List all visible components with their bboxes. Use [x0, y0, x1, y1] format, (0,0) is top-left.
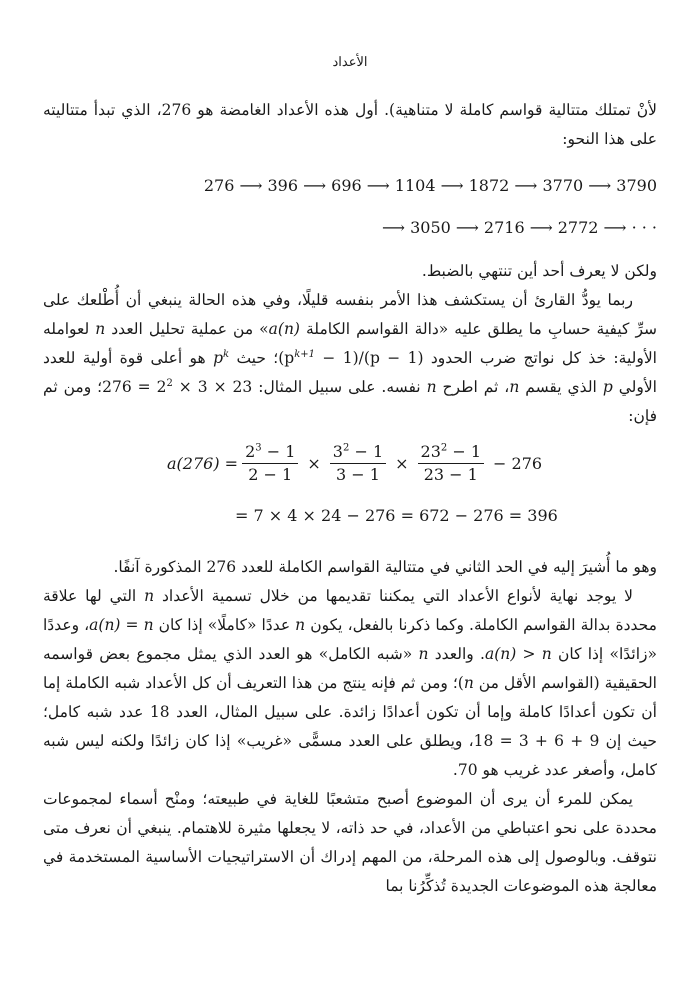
sequence-term: 2716 — [483, 218, 525, 237]
sequence-term: 2772 — [557, 218, 599, 237]
math-perfect-condition: a(n) = n — [89, 616, 154, 634]
num-exponent: 3 — [255, 442, 262, 454]
sequence-term: 696 — [331, 176, 362, 195]
display-equation — [43, 435, 657, 553]
math-n: n — [509, 378, 520, 396]
text-run: التي لها علاقة محددة بدالة القواسم الكاملة. وكما ذكرنا بالفعل، يكون — [43, 587, 657, 634]
math-abundant-condition: a(n) > n — [484, 645, 552, 663]
paragraph-second-term: وهو ما أُشيرَ إليه في الحد الثاني في متتالية القواسم الكاملة للعدد 276 المذكورة آنفًا. — [113, 558, 657, 576]
text-run: ؛ حيث — [229, 349, 279, 367]
math-n: n — [418, 645, 429, 663]
times-sign: × — [307, 454, 321, 473]
sequence-arrow: ⟶ — [598, 218, 632, 237]
math-example-part: 276 = 2 — [102, 378, 167, 396]
sequence-term: 1104 — [394, 176, 436, 195]
num-base: 2 — [245, 442, 256, 461]
times-sign: × — [395, 454, 409, 473]
fraction-3 — [418, 441, 485, 486]
paragraph-unknown-end: ولكن لا يعرف أحد أين تنتهي بالضبط. — [421, 262, 657, 280]
num-rest: − 1 — [447, 442, 482, 461]
sequence-arrow: ⟶ — [234, 176, 268, 195]
math-term-formula — [278, 349, 423, 367]
math-n: n — [295, 616, 306, 634]
sequence-term: 3790 — [616, 176, 657, 195]
num-base: 23 — [420, 442, 441, 461]
aliquot-sequence-line-1 — [123, 171, 657, 201]
math-example-exponent: 2 — [166, 377, 173, 389]
num-exponent: 2 — [342, 442, 350, 454]
sequence-arrow: ⟶ — [382, 218, 411, 237]
math-term-part: − 1)/(p − 1) — [315, 349, 424, 367]
fraction-2-numerator — [330, 441, 386, 464]
math-term-part: (p — [278, 349, 295, 367]
sequence-term: · · · — [631, 218, 657, 237]
fraction-1 — [242, 441, 298, 486]
math-a-of-n: a(n) — [268, 320, 300, 338]
text-run: هو أعلى قوة أولية للعدد الأولي — [43, 349, 657, 396]
fraction-1-numerator — [242, 441, 298, 464]
sequence-term: 396 — [267, 176, 299, 195]
fraction-1-denominator: 2 − 1 — [248, 465, 293, 484]
math-example-factorization — [102, 378, 252, 396]
sequence-arrow: ⟶ — [435, 176, 469, 195]
text-run: ؛ ومن ثم فإن: — [43, 378, 657, 425]
sequence-arrow: ⟶ — [361, 176, 395, 195]
equation-tail: − 276 — [493, 454, 543, 473]
sequence-term: 3770 — [542, 176, 584, 195]
math-p: p — [602, 378, 613, 396]
equation-row-1 — [167, 441, 547, 486]
running-title: الأعداد — [332, 55, 368, 70]
num-rest: − 1 — [261, 442, 296, 461]
math-n: n — [426, 378, 437, 396]
sequence-arrow: ⟶ — [450, 218, 484, 237]
fraction-3-denominator: 23 − 1 — [423, 465, 478, 484]
text-run: ، وعددًا «زائدًا» إذا كان — [43, 616, 657, 663]
math-k: k — [223, 348, 230, 360]
text-run: ربما يودُّ القارئ أن يستكشف هذا الأمر بنفسه قليلًا، وفي هذه الحالة ينبغي أن أُطْلعك على سرِّ كيفية حسابِ ما يطلق عليه «دالة القواسم الكاملة — [43, 291, 657, 338]
fraction-2-denominator: 3 − 1 — [335, 465, 380, 484]
math-example-part: × 3 × 23 — [172, 378, 253, 396]
sequence-term: 276 — [203, 176, 235, 195]
text-run: «شبه الكامل» هو العدد الذي يمثل مجموع بعض قواسمه الحقيقية (القواسم الأقل من — [43, 645, 657, 692]
text-run: )؛ ومن ثم فإنه ينتج من هذا التعريف أن كل الأعداد شبه الكاملة إما أن تكون أعدادًا كاملة وإما أن تكون أعدادًا زائدة. على سبيل المثال، العدد 18 عدد شبه كامل؛ حيث إن 9 + 6 + 3 = 18، ويطلق على العدد مسمًّى «غريب» إذا كان زائدًا ولكنه ليس شبه كامل، وأصغر عدد غريب هو 70. — [43, 674, 658, 779]
paragraph-number-types — [43, 582, 657, 785]
fraction-3-numerator — [418, 441, 485, 464]
num-exponent: 2 — [440, 442, 448, 454]
sequence-arrow: ⟶ — [509, 176, 543, 195]
paragraph-closing: يمكن للمرء أن يرى أن الموضوع أصبح متشعبًا للغاية في طبيعته؛ ومنْح أسماء لمجموعات محددة على نحو اعتباطي من الأعداد، في حد ذاته، لا يجعلها مثيرة للاهتمام. ينبغي أن نعرف متى نتوقف. وبالوصول إلى هذه المرحلة، من المهم إدراك أن الاستراتيجيات الأساسية المستخدمة في معالجة هذه الموضوعات الجديدة تُذكِّرُنا بما — [43, 790, 657, 895]
text-run: ، ثم اطرح — [436, 378, 510, 396]
text-run: عددًا «كاملًا» إذا كان — [153, 616, 296, 634]
sequence-arrow: ⟶ — [524, 218, 558, 237]
text-run: لعوامله الأولية: خذ كل نواتج ضرب الحدود — [43, 320, 657, 367]
num-rest: − 1 — [349, 442, 384, 461]
math-p: p — [213, 349, 224, 367]
text-run: لا يوجد نهاية لأنواع الأعداد التي يمكننا تقديمها من خلال تسمية الأعداد — [154, 587, 633, 605]
sequence-arrow: ⟶ — [583, 176, 617, 195]
equation-lhs: a(276) = — [167, 454, 239, 473]
sequence-term: 1872 — [468, 176, 510, 195]
text-run: نفسه. على سبيل المثال: — [252, 378, 427, 396]
equation-row-2: = 7 × 4 × 24 − 276 = 672 − 276 = 396 — [235, 506, 558, 525]
aliquot-sequence-line-2 — [155, 213, 657, 243]
sequence-term: 3050 — [410, 218, 451, 237]
text-run: » من عملية تحليل العدد — [105, 320, 269, 338]
math-n: n — [144, 587, 155, 605]
math-n: n — [95, 320, 106, 338]
text-run: . والعدد — [428, 645, 485, 663]
body-text — [43, 96, 657, 901]
sequence-arrow: ⟶ — [298, 176, 332, 195]
num-base: 3 — [332, 442, 343, 461]
math-p-power-k — [213, 349, 229, 367]
fraction-2 — [330, 441, 386, 486]
paragraph-intro: لأنْ تمتلك متتالية قواسم كاملة لا متناهية). أول هذه الأعداد الغامضة هو 276، الذي تبدأ متتاليته على هذا النحو: — [43, 101, 658, 148]
text-run: الذي يقسم — [519, 378, 603, 396]
math-term-exponent: k+1 — [294, 348, 316, 360]
math-n: n — [463, 674, 474, 692]
paragraph-aliquot-function — [43, 286, 657, 431]
